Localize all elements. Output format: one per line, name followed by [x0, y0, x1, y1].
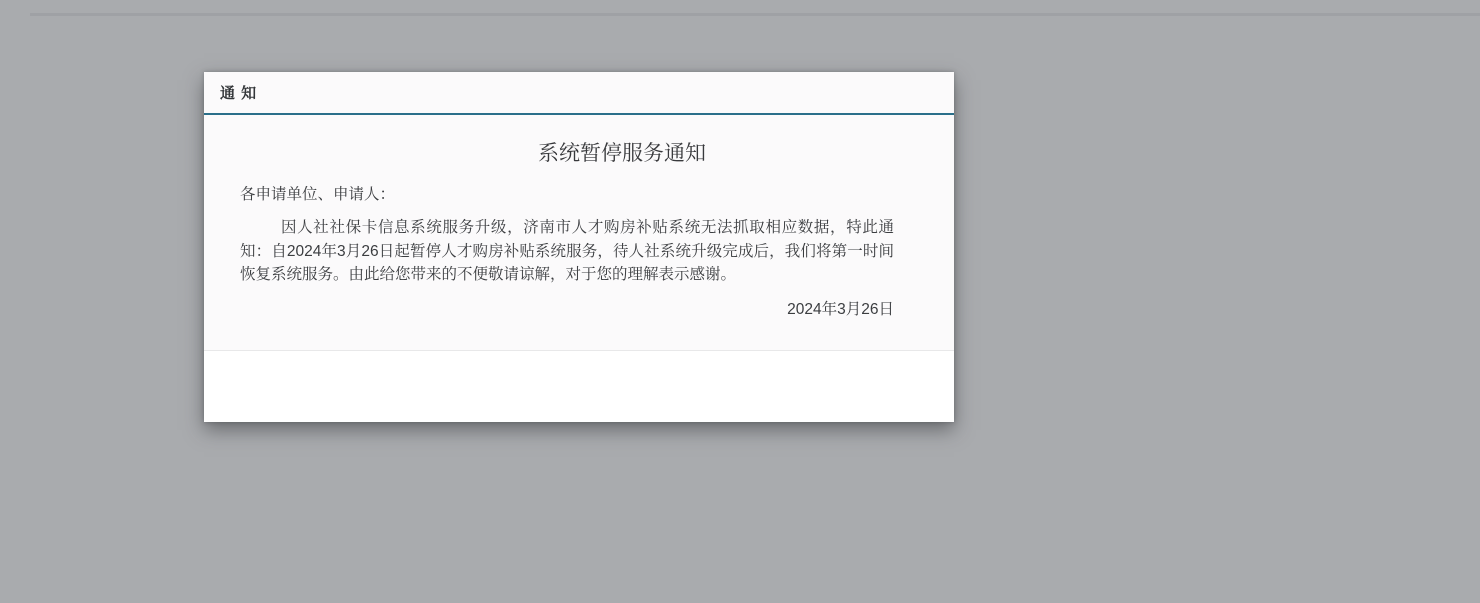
notice-greeting: 各申请单位、申请人：	[240, 186, 396, 203]
notice-content	[204, 115, 954, 350]
notice-title: 系统暂停服务通知	[538, 142, 706, 165]
top-edge-line	[30, 13, 1480, 16]
dialog-header	[204, 72, 954, 115]
notice-dialog	[204, 72, 954, 422]
notice-date: 2024年3月26日	[787, 300, 894, 318]
dialog-header-title: 通 知	[220, 85, 258, 102]
notice-paragraph: 因人社社保卡信息系统服务升级，济南市人才购房补贴系统无法抓取相应数据，特此通知：自2024年3月26日起暂停人才购房补贴系统服务，待人社系统升级完成后，我们将第一时间恢复系统服务。由此给您带来的不便敬请谅解，对于您的理解表示感谢。	[240, 219, 894, 283]
dialog-footer	[204, 350, 954, 422]
